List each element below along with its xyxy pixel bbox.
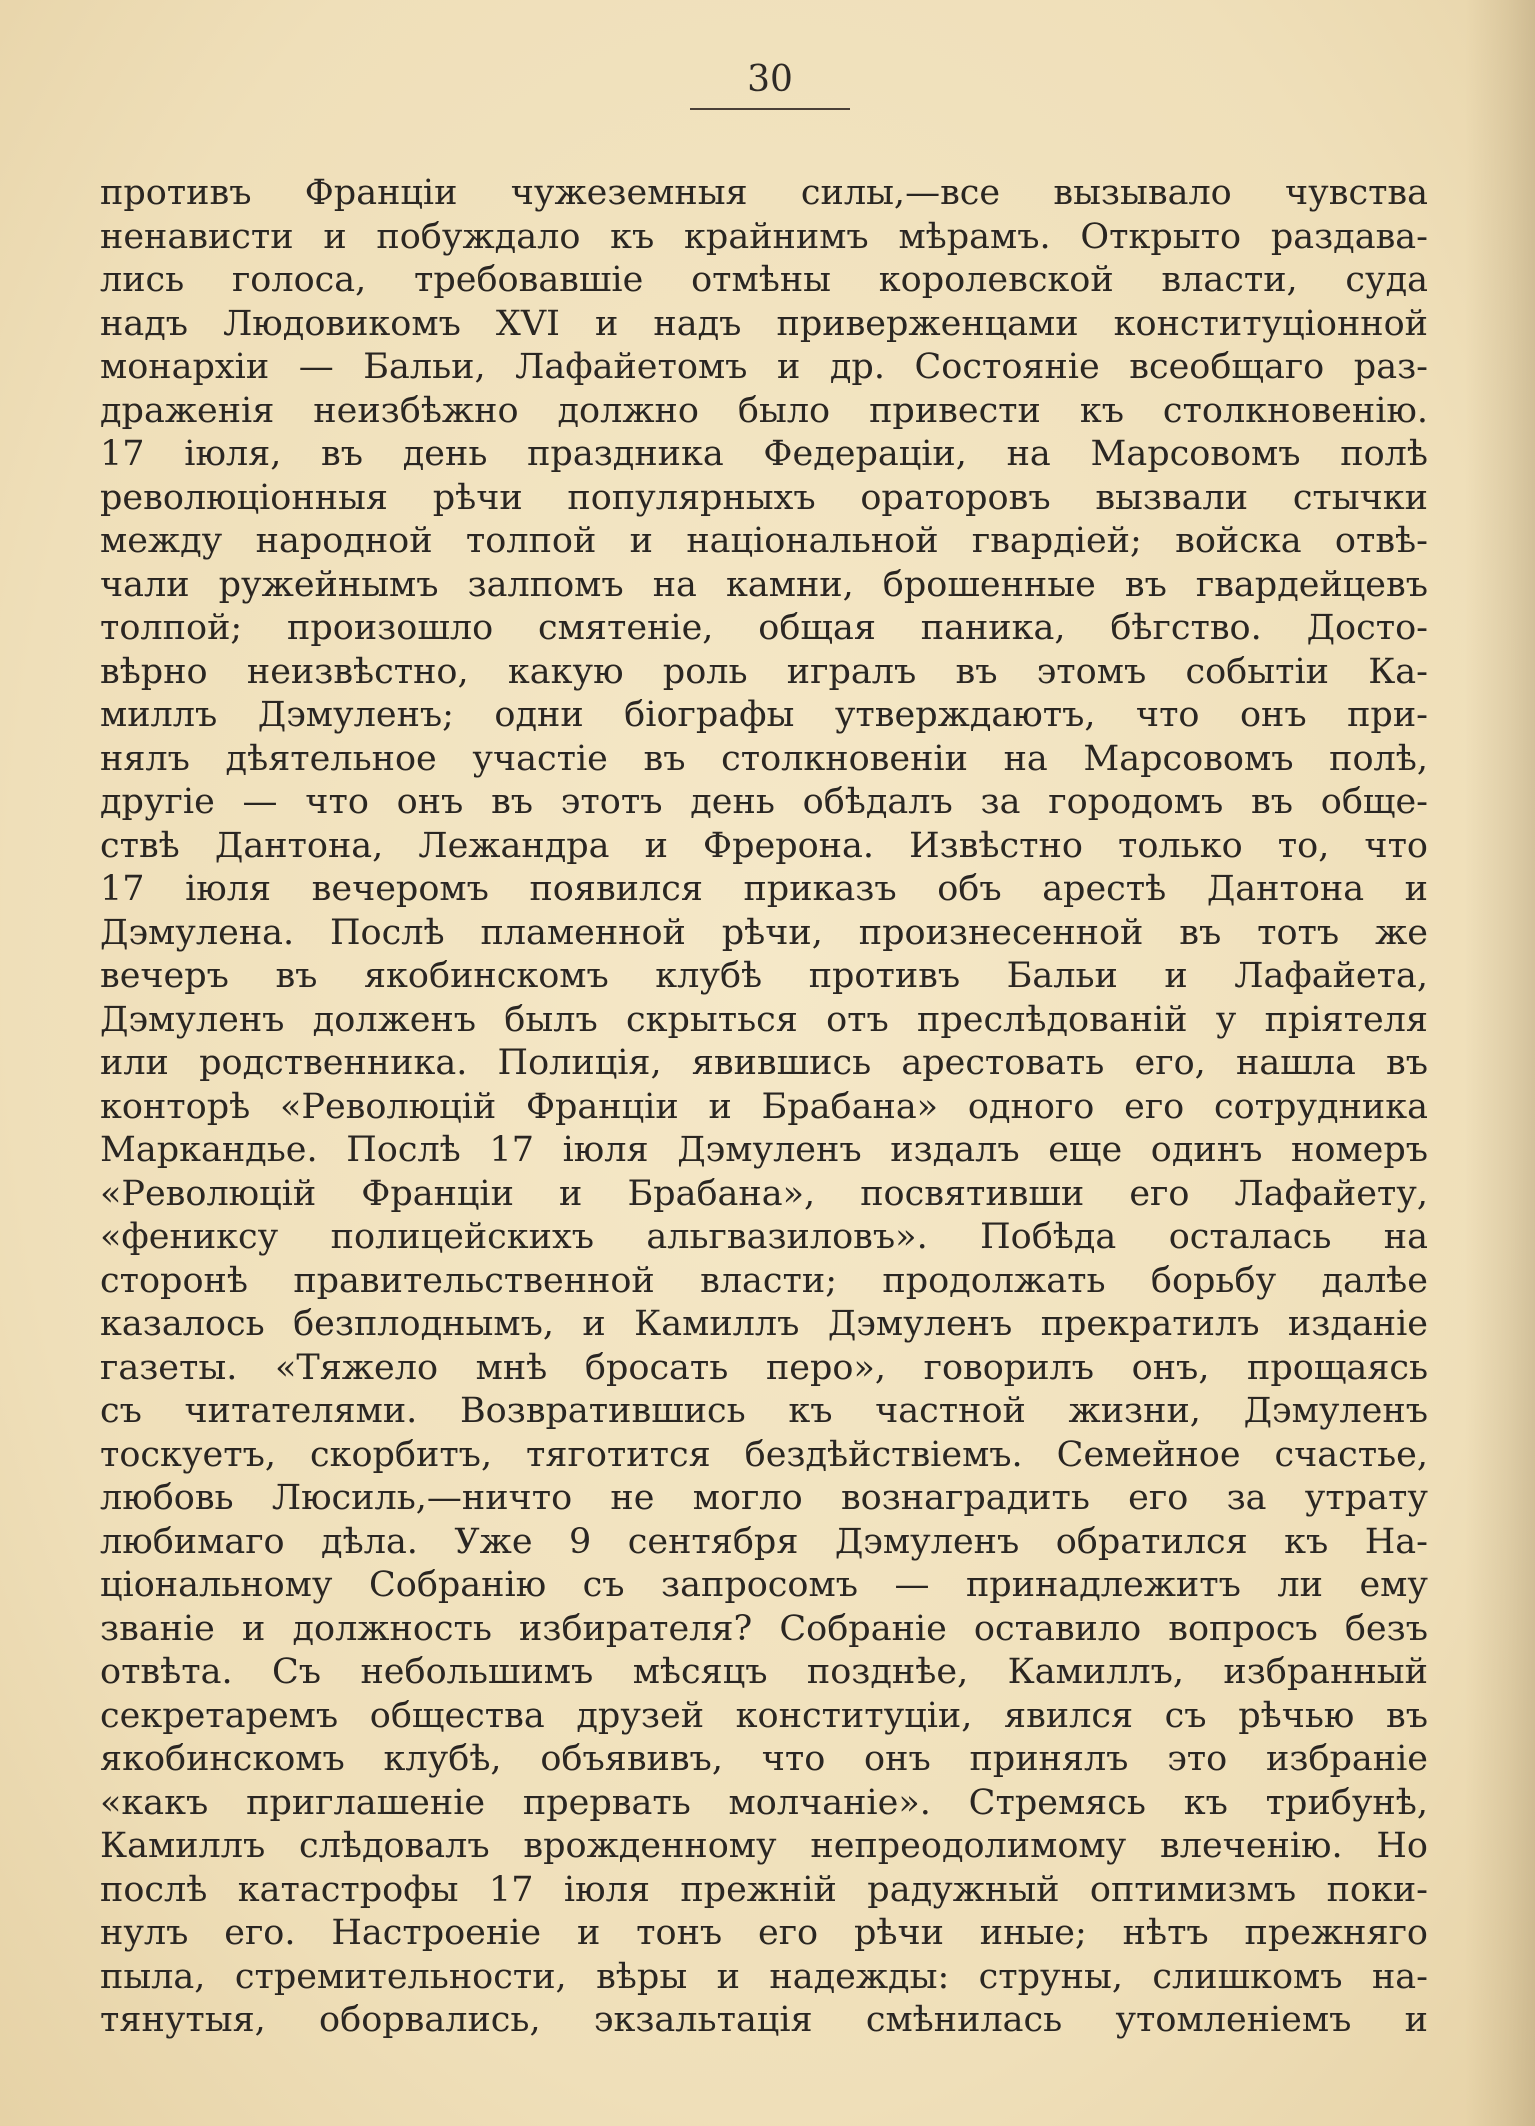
text-line: тоскуетъ, скорбитъ, тяготится бездѣйствіемъ. Семейное счастье, [100,1434,1428,1475]
text-line: Дэмулена. Послѣ пламенной рѣчи, произнесенной въ тотъ же [100,912,1428,953]
text-line: вечеръ въ якобинскомъ клубѣ противъ Бальи и Лафайета, [100,956,1428,996]
text-line: толпой; произошло смятеніе, общая паника, бѣгство. Досто- [100,608,1428,648]
text-line: конторѣ «Революцій Франціи и Брабана» одного его сотрудника [100,1086,1428,1127]
text-line: ненависти и побуждало къ крайнимъ мѣрамъ. Открыто раздава- [100,216,1428,257]
text-line: монархіи — Бальи, Лафайетомъ и др. Состояніе всеобщаго раз- [100,347,1428,387]
text-line: другіе — что онъ въ этотъ день обѣдалъ за городомъ въ обще- [100,782,1428,822]
text-line: ствѣ Дантона, Лежандра и Фрерона. Извѣстно только то, что [100,825,1428,866]
text-line: миллъ Дэмуленъ; одни біографы утверждаютъ, что онъ при- [100,695,1428,735]
page-number-rule [690,108,850,110]
page-edge-shadow [1465,0,1535,2126]
body-text [100,172,1428,2043]
text-line: Маркандье. Послѣ 17 іюля Дэмуленъ издалъ еще одинъ номеръ [100,1130,1428,1170]
text-line: съ читателями. Возвратившись къ частной жизни, Дэмуленъ [100,1391,1428,1431]
text-line: званіе и должность избирателя? Собраніе оставило вопросъ безъ [100,1608,1428,1649]
text-line: революціонныя рѣчи популярныхъ ораторовъ вызвали стычки [100,477,1428,518]
text-line: якобинскомъ клубѣ, объявивъ, что онъ принялъ это избраніе [100,1739,1428,1779]
text-line: «Революцій Франціи и Брабана», посвятивши его Лафайету, [100,1173,1428,1214]
text-line: 17 іюля вечеромъ появился приказъ объ арестѣ Дантона и [100,869,1428,909]
text-line: между народной толпой и національной гвардіей; войска отвѣ- [100,521,1428,561]
text-line: надъ Людовикомъ XVI и надъ приверженцами конституціонной [100,303,1428,344]
text-line: пыла, стремительности, вѣры и надежды: струны, слишкомъ на- [100,1956,1428,1997]
text-line: нулъ его. Настроеніе и тонъ его рѣчи иные; нѣтъ прежняго [100,1913,1428,1953]
text-line: вѣрно неизвѣстно, какую роль игралъ въ этомъ событіи Ка- [100,651,1428,692]
text-line: нялъ дѣятельное участіе въ столкновеніи на Марсовомъ полѣ, [100,738,1428,779]
text-line: или родственника. Полиція, явившись арестовать его, нашла въ [100,1043,1428,1083]
text-line: 17 іюля, въ день праздника Федераціи, на Марсовомъ полѣ [100,434,1428,474]
text-line: отвѣта. Съ небольшимъ мѣсяцъ позднѣе, Камиллъ, избранный [100,1652,1428,1692]
page-number: 30 [747,59,793,100]
text-line: любовь Люсиль,—ничто не могло вознаградить его за утрату [100,1478,1428,1518]
text-line: газеты. «Тяжело мнѣ бросать перо», говорилъ онъ, прощаясь [100,1347,1428,1388]
text-line: «какъ приглашеніе прервать молчаніе». Стремясь къ трибунѣ, [100,1782,1428,1823]
text-line: чали ружейнымъ залпомъ на камни, брошенные въ гвардейцевъ [100,564,1428,605]
text-line: лись голоса, требовавшіе отмѣны королевской власти, суда [100,260,1428,300]
text-line: драженія неизбѣжно должно было привести къ столкновенію. [100,390,1428,431]
text-line: тянутыя, оборвались, экзальтація смѣнилась утомленіемъ и [100,2000,1428,2040]
text-line: Дэмуленъ долженъ былъ скрыться отъ преслѣдованій у пріятеля [100,999,1428,1040]
text-line: Камиллъ слѣдовалъ врожденному непреодолимому влеченію. Но [100,1826,1428,1866]
text-line: любимаго дѣла. Уже 9 сентября Дэмуленъ обратился къ На- [100,1521,1428,1562]
text-line: секретаремъ общества друзей конституціи, явился съ рѣчью въ [100,1695,1428,1736]
text-line: ціональному Собранію съ запросомъ — принадлежитъ ли ему [100,1565,1428,1605]
text-line: противъ Франціи чужеземныя силы,—все вызывало чувства [100,173,1428,213]
text-line: сторонѣ правительственной власти; продолжать борьбу далѣе [100,1260,1428,1301]
text-line: послѣ катастрофы 17 іюля прежній радужный оптимизмъ поки- [100,1869,1428,1910]
text-line: «фениксу полицейскихъ альгвазиловъ». Побѣда осталась на [100,1217,1428,1257]
text-line: казалось безплоднымъ, и Камиллъ Дэмуленъ прекратилъ изданіе [100,1304,1428,1344]
